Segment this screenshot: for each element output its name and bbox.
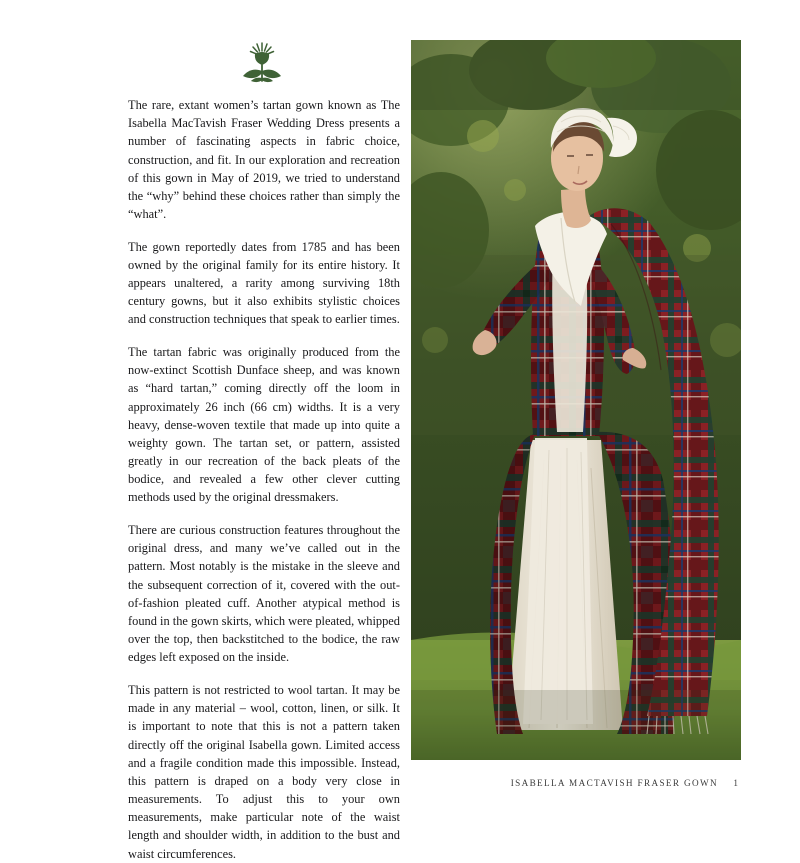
photo-illustration: [411, 40, 741, 760]
page-footer: [0, 778, 800, 794]
paragraph-1: The rare, extant women’s tartan gown known as The Isabella MacTavish Fraser Wedding Dress presents a number of fascinating aspects in fabric choice, construction, and fit. In our exploration and recreation of this gown in May of 2019, we tried to understand the “why” behind these choices rather than simply the “what”.: [128, 98, 400, 222]
paragraph-4: There are curious construction features throughout the original dress, and many we’ve called out in the pattern. Most notably is the mistake in the sleeve and the subsequent correction of it, covered with the out-of-fashion pleated cuff. Another atypical method is found in the gown skirts, which were pleated, whipped over the top, then backstitched to the bodice, the raw edges left exposed on the inside.: [128, 523, 400, 665]
paragraph-5: This pattern is not restricted to wool tartan. It may be made in any material – wool, cotton, linen, or silk. It is important to note that this is not a pattern taken directly off the original Isabella gown. Limited access and a fragile condition made this impossible. Instead, this pattern is draped on a body very close in measurements. To adjust this to your own measurements, make particular note of the waist length and shoulder width, in addition to the bust and waist circumferences.: [128, 682, 400, 861]
thistle-ornament: [222, 38, 302, 84]
paragraph-3: The tartan fabric was originally produced from the now-extinct Scottish Dunface sheep, and was known as “hard tartan,” coming directly off the loom in approximately 26 inch (66 cm) widths. It is a very heavy, dense-woven textile that made up into quite a weighty gown. The tartan set, or pattern, assisted greatly in our recreation of the back pleats of the bodice, and revealed a few other clever cutting methods used by the original dressmakers.: [128, 345, 400, 505]
paragraph-2: The gown reportedly dates from 1785 and has been owned by the original family for its entire history. It appears unaltered, a rarity among surviving 18th century gowns, but it also exhibits stylistic choices and construction techniques that speak to earlier times.: [128, 239, 400, 327]
footer-title: ISABELLA MACTAVISH FRASER GOWN: [510, 778, 718, 788]
article-body: [128, 96, 400, 863]
thistle-icon: [224, 38, 300, 84]
footer-page-number: 1: [733, 778, 738, 788]
gown-photograph: [411, 40, 741, 760]
